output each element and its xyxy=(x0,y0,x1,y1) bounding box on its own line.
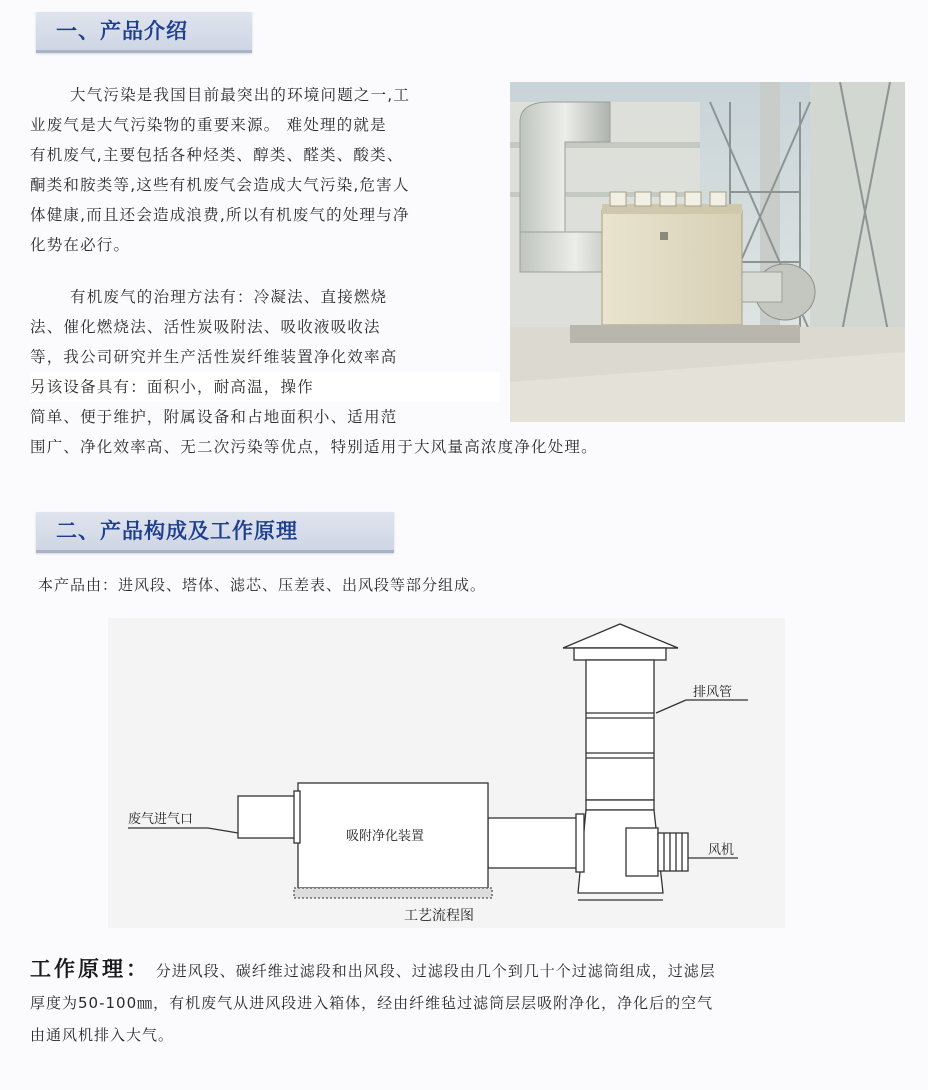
text-line: 分进风段、碳纤维过滤段和出风段、过滤段由几个到几十个过滤筒组成，过滤层 xyxy=(155,962,716,980)
text-line: 化势在必行。 xyxy=(30,236,131,254)
working-principle xyxy=(30,953,910,1051)
text-line: 另该设备具有：面积小，耐高温，操作 xyxy=(30,372,500,402)
composition-text: 本产品由：进风段、塔体、滤芯、压差表、出风段等部分组成。 xyxy=(38,576,487,594)
equipment-photo xyxy=(510,82,905,422)
section-header-product-intro xyxy=(36,12,252,53)
label-exhaust-pipe: 排风管 xyxy=(693,685,733,700)
section-header-composition xyxy=(36,512,394,553)
label-inlet: 废气进气口 xyxy=(128,812,194,827)
intro-paragraph xyxy=(30,80,500,260)
text-line: 业废气是大气污染物的重要来源。 难处理的就是 xyxy=(30,116,387,134)
section-title: 二、产品构成及工作原理 xyxy=(56,519,298,543)
text-line: 厚度为50-100㎜，有机废气从进风段进入箱体，经由纤维毡过滤筒层层吸附净化，净化后的空气 xyxy=(30,994,714,1012)
text-line: 有机废气的治理方法有：冷凝法、直接燃烧 xyxy=(70,288,388,306)
label-fan: 风机 xyxy=(708,843,735,858)
text-line: 体健康,而且还会造成浪费,所以有机废气的处理与净 xyxy=(30,206,410,224)
diagram-caption: 工艺流程图 xyxy=(404,908,474,924)
text-line: 围广、净化效率高、无二次污染等优点，特别适用于大风量高浓度净化处理。 xyxy=(30,438,598,456)
label-device: 吸附净化装置 xyxy=(346,829,425,844)
text-line: 大气污染是我国目前最突出的环境问题之一,工 xyxy=(70,86,411,104)
text-line: 简单、便于维护，附属设备和占地面积小、适用范 xyxy=(30,408,398,426)
text-line: 法、催化燃烧法、活性炭吸附法、吸收液吸收法 xyxy=(30,318,381,336)
text-line: 由通风机排入大气。 xyxy=(30,1026,175,1044)
section-title: 一、产品介绍 xyxy=(56,19,188,43)
text-line: 有机废气,主要包括各种烃类、醇类、醛类、酸类、 xyxy=(30,146,404,164)
text-line: 酮类和胺类等,这些有机废气会造成大气污染,危害人 xyxy=(30,176,410,194)
process-flow-diagram xyxy=(108,618,785,928)
working-principle-title: 工作原理： xyxy=(30,957,150,981)
text-line: 等，我公司研究并生产活性炭纤维装置净化效率高 xyxy=(30,348,398,366)
